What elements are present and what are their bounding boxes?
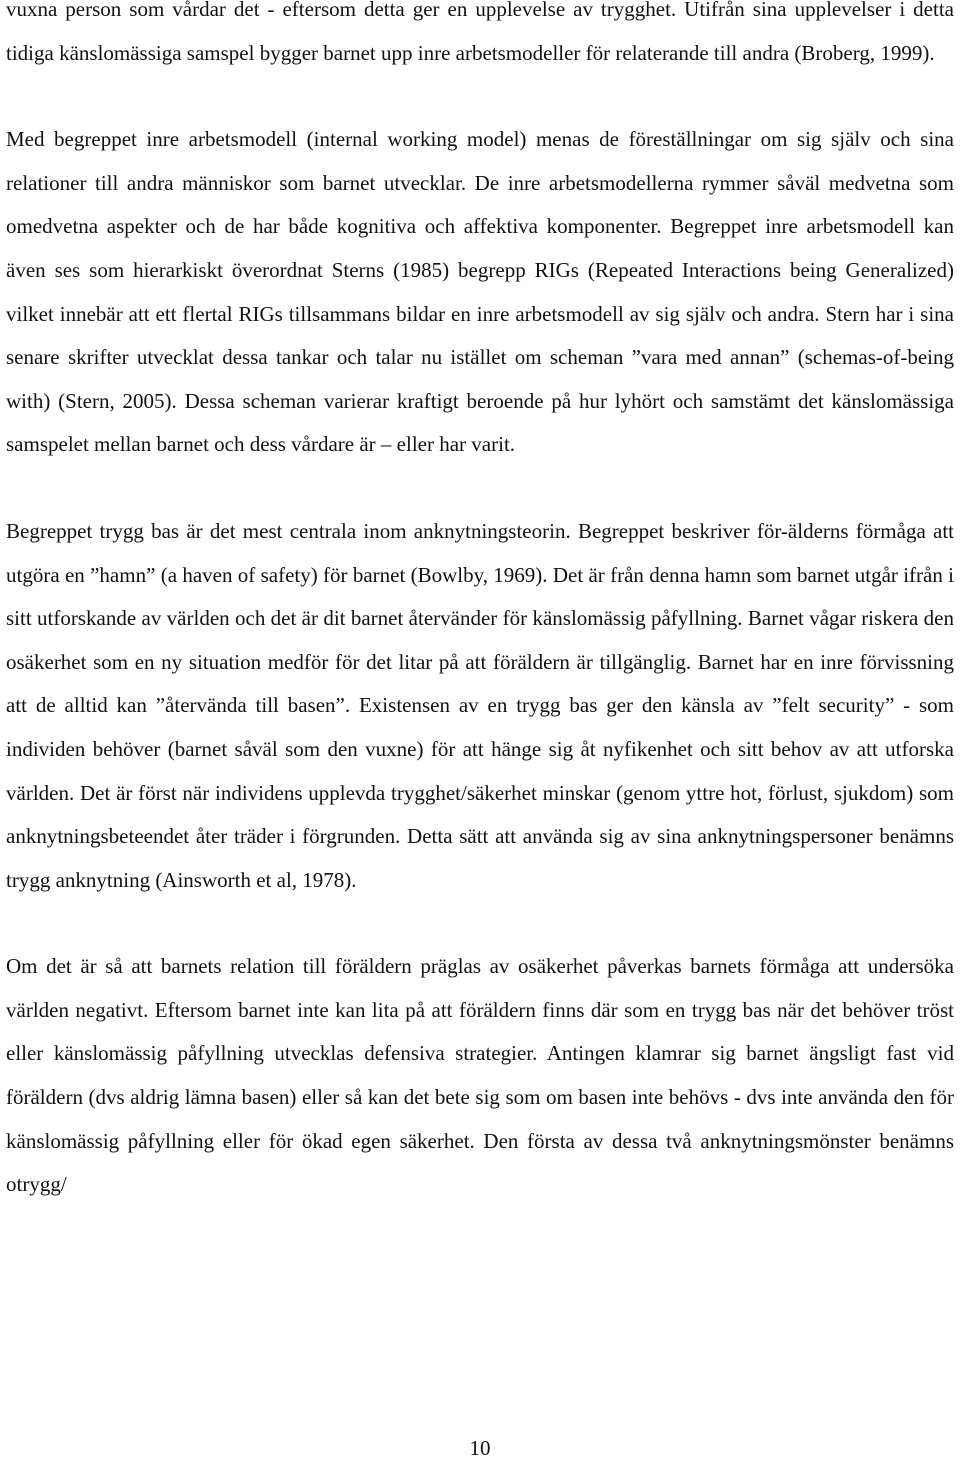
page-number: 10 (469, 1436, 491, 1460)
paragraph-2: Med begreppet inre arbetsmodell (internal working model) menas de föreställningar om sig själv och sina relationer till andra människor som barnet utvecklar. De inre arbetsmodellerna rymmer såväl medvetna som omedvetna aspekter och de har både kognitiva och affektiva komponenter. Begreppet inre arbetsmodell kan även ses som hierarkiskt överordnat Sterns (1985) begrepp RIGs (Repeated Interactions being Generalized) vilket innebär att ett flertal RIGs tillsammans bildar en inre arbetsmodell av sig själv och andra. Stern har i sina senare skrifter utvecklat dessa tankar och talar nu istället om scheman ”vara med annan” (schemas-of-being with) (Stern, 2005). Dessa scheman varierar kraftigt beroende på hur lyhört och samstämt det känslomässiga samspelet mellan barnet och dess vårdare är – eller har varit. (6, 127, 954, 457)
paragraph-3: Begreppet trygg bas är det mest centrala inom anknytningsteorin. Begreppet beskriver för-älderns förmåga att utgöra en ”hamn” (a haven of safety) för barnet (Bowlby, 1969). Det är från denna hamn som barnet utgår ifrån i sitt utforskande av världen och det är dit barnet återvänder för känslomässig påfyllning. Barnet vågar riskera den osäkerhet som en ny situation medför för det litar på att föräldern är tillgänglig. Barnet har en inre förvissning att de alltid kan ”återvända till basen”. Existensen av en trygg bas ger den känsla av ”felt security” - som individen behöver (barnet såväl som den vuxne) för att hänge sig åt nyfikenhet och sitt behov av att utforska världen. Det är först när individens upplevda trygghet/säkerhet minskar (genom yttre hot, förlust, sjukdom) som anknytningsbeteendet åter träder i förgrunden. Detta sätt att använda sig av sina anknytningspersoner benämns trygg anknytning (Ainsworth et al, 1978). (6, 518, 954, 892)
paragraph-spacer (6, 902, 954, 945)
paragraph-spacer (6, 467, 954, 510)
document-page (6, 0, 954, 1207)
paragraph-1: vuxna person som vårdar det - eftersom detta ger en upplevelse av trygghet. Utifrån sina upplevelser i detta tidiga känslomässiga samspel bygger barnet upp inre arbetsmodeller för relaterande till andra (Broberg, 1999). (6, 0, 954, 65)
paragraph-4: Om det är så att barnets relation till föräldern präglas av osäkerhet påverkas barnets förmåga att undersöka världen negativt. Eftersom barnet inte kan lita på att föräldern finns där som en trygg bas när det behöver tröst eller känslomässig påfyllning utvecklas defensiva strategier. Antingen klamrar sig barnet ängsligt fast vid föräldern (dvs aldrig lämna basen) eller så kan det bete sig som om basen inte behövs - dvs inte använda den för känslomässig påfyllning eller för ökad egen säkerhet. Den första av dessa två anknytningsmönster benämns otrygg/ (6, 954, 954, 1197)
paragraph-spacer (6, 75, 954, 118)
